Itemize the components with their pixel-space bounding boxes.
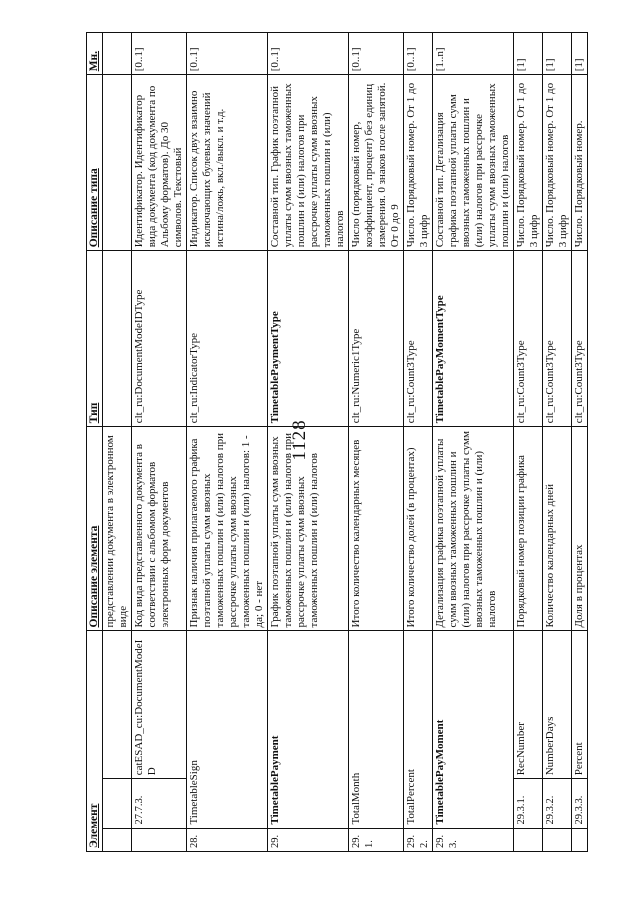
row-type: clt_ru:Count3Type (404, 251, 433, 427)
table-row (514, 33, 543, 852)
row-type: clt_ru:Count3Type (543, 251, 572, 427)
row-description: График поэтапной уплаты сумм ввозных таможенных пошлин и (или) налогов при рассрочке уплаты сумм ввозных таможенных пошлин и (или) налогов (268, 427, 349, 631)
row-element-name: Percent (572, 631, 588, 779)
row-multiplicity: [1] (572, 33, 588, 75)
row-description: Код вида представленного документа в соответствии с альбомом форматов электронных форм документов (132, 427, 187, 631)
row-description: Итого количество календарных месяцев (349, 427, 404, 631)
row-type: TimetablePaymentType (268, 251, 349, 427)
row-type-description: Составной тип. График поэтапной уплаты сумм ввозных таможенных пошлин и (или) налогов при рассрочке уплаты сумм ввозных таможенных пошлин и (или) налогов (268, 75, 349, 251)
indent-cell (572, 828, 588, 851)
table-header-row (87, 33, 103, 852)
header-type: Тип (87, 251, 103, 427)
rotated-table-sheet (86, 32, 585, 852)
row-description: Количество календарных дней (543, 427, 572, 631)
table-row (268, 33, 349, 852)
row-type: clt_ru:DocumentModeIDType (132, 251, 187, 427)
header-type-description: Описание типа (87, 75, 103, 251)
row-multiplicity: [0..1] (268, 33, 349, 75)
table-row (103, 33, 132, 852)
row-description: Итого количество долей (в процентах) (404, 427, 433, 631)
row-description: Порядковый номер позиции графика (514, 427, 543, 631)
indent-cell (514, 828, 543, 851)
row-element-name: TimetableSign (187, 631, 268, 828)
row-element-name: TotalMonth (349, 631, 404, 828)
row-number: 28. (187, 828, 268, 851)
row-element-name: catESAD_cu:DocumentModeID (132, 631, 187, 779)
row-element-name (103, 631, 132, 779)
table-row (543, 33, 572, 852)
row-description: Признак наличия прилагаемого графика поэтапной уплаты сумм ввозных таможенных пошлин и (или) налогов при рассрочке уплаты сумм ввозных таможенных пошлин и (или) налогов: 1 - да; 0 - нет (187, 427, 268, 631)
row-number (103, 779, 132, 828)
row-number: 29.1. (349, 828, 404, 851)
row-type: TimetablePayMomentType (433, 251, 514, 427)
header-description: Описание элемента (87, 427, 103, 631)
indent-cell (543, 828, 572, 851)
row-element-name: TimetablePayment (268, 631, 349, 828)
row-type: clt_ru:Count3Type (514, 251, 543, 427)
table-row (404, 33, 433, 852)
row-multiplicity: [1] (514, 33, 543, 75)
row-type-description: Число. Порядковый номер. От 1 до 3 цифр (514, 75, 543, 251)
row-number: 29. (268, 828, 349, 851)
header-multiplicity: Мн. (87, 33, 103, 75)
row-multiplicity: [0..1] (404, 33, 433, 75)
row-element-name: RecNumber (514, 631, 543, 779)
row-type-description (103, 75, 132, 251)
row-type-description: Составной тип. Детализация графика поэтапной уплаты сумм ввозных таможенных пошлин и (или) налогов при рассрочке уплаты сумм ввозных таможенных пошлин и (или) налогов (433, 75, 514, 251)
indent-cell (103, 828, 132, 851)
table-row (433, 33, 514, 852)
table-row (572, 33, 588, 852)
row-multiplicity: [0..1] (187, 33, 268, 75)
row-type-description: Число. Порядковый номер. От 1 до 3 цифр (404, 75, 433, 251)
row-element-name: TotalPercent (404, 631, 433, 828)
row-description: Детализация графика поэтапной уплаты сумм ввозных таможенных пошлин и (или) налогов при рассрочке уплаты сумм ввозных таможенных пошлин и (или) налогов (433, 427, 514, 631)
row-type-description: Число. Порядковый номер. От 1 до 3 цифр (543, 75, 572, 251)
row-type (103, 251, 132, 427)
row-number: 29.3. (433, 828, 514, 851)
indent-cell (132, 828, 187, 851)
row-number: 27.7.3. (132, 779, 187, 828)
row-element-name: TimetablePayMoment (433, 631, 514, 828)
row-number: 29.3.1. (514, 779, 543, 828)
row-description: представлении документа в электронном виде (103, 427, 132, 631)
row-multiplicity: [1..n] (433, 33, 514, 75)
row-type: clt_ru:Count3Type (572, 251, 588, 427)
row-type-description: Число (порядковый номер, коэффициент, процент) без единиц измерения. 0 знаков после запятой. От 0 до 9 (349, 75, 404, 251)
table-row (132, 33, 187, 852)
row-type-description: Число. Порядковый номер. (572, 75, 588, 251)
row-multiplicity: [0..1] (132, 33, 187, 75)
row-type-description: Индикатор. Список двух взаимно исключающих булевых значений истина/ложь, вкл./выкл. и т.д. (187, 75, 268, 251)
row-number: 29.2. (404, 828, 433, 851)
row-description: Доля в процентах (572, 427, 588, 631)
row-multiplicity: [1] (543, 33, 572, 75)
table-row (349, 33, 404, 852)
row-number: 29.3.2. (543, 779, 572, 828)
row-multiplicity (103, 33, 132, 75)
table-row (187, 33, 268, 852)
row-number: 29.3.3. (572, 779, 588, 828)
page-number: 1128 (289, 419, 310, 461)
row-element-name: NumberDays (543, 631, 572, 779)
table-body (103, 33, 588, 852)
spec-table (86, 32, 588, 852)
row-type: clt_ru:IndicatorType (187, 251, 268, 427)
row-type: clt_ru:Numeric1Type (349, 251, 404, 427)
header-element: Элемент (87, 631, 103, 852)
row-multiplicity: [0..1] (349, 33, 404, 75)
row-type-description: Идентификатор. Идентификатор вида документа (код документа по Альбому форматов). До 30 символов. Текстовый (132, 75, 187, 251)
